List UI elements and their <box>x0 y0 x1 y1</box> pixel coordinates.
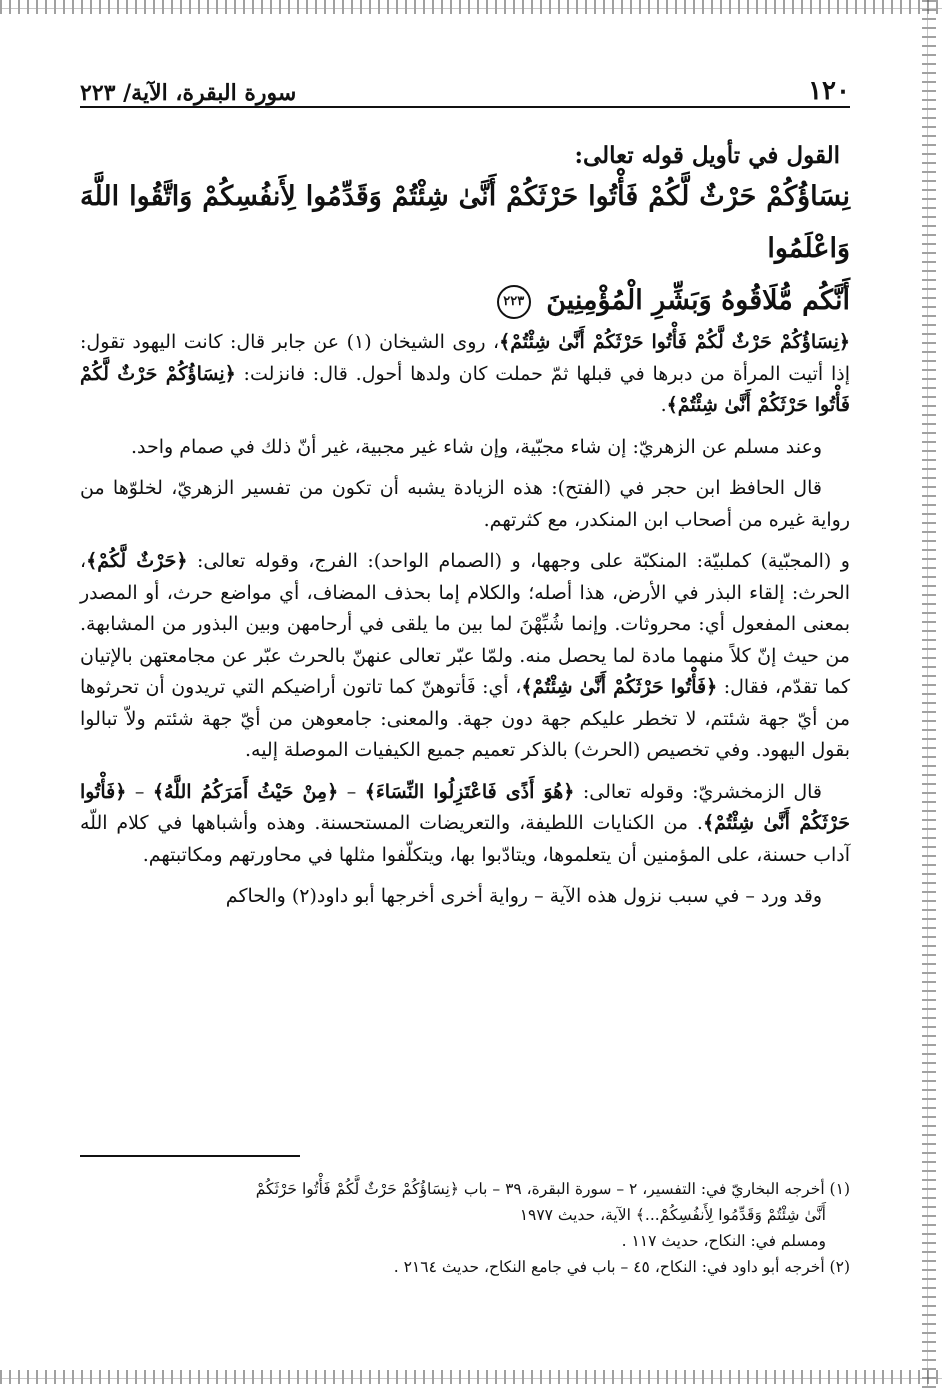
verse-line-2-text: أَنَّكُم مُّلَاقُوهُ وَبَشِّرِ الْمُؤْمِنِينَ <box>546 285 850 316</box>
footnote-1-muslim: ومسلم في: النكاح، حديث ١١٧ . <box>621 1232 826 1250</box>
paragraph-3: قال الحافظ ابن حجر في (الفتح): هذه الزيادة يشبه أن تكون من تفسير الزهريّ، لخلوّها من رواية غيره من أصحاب ابن المنكدر، مع كثرتهم. <box>80 477 850 531</box>
quran-verse <box>80 171 850 327</box>
quote: ﴿نِسَاؤُكُمْ حَرْثٌ لَّكُمْ فَأْتُوا حَرْثَكُمْ أَنَّىٰ شِئْتُمْ﴾ <box>80 362 850 416</box>
quote: ﴿هُوَ أَذًى فَاعْتَزِلُوا النِّسَاءَ﴾ <box>364 780 575 803</box>
section-title: القول في تأويل قوله تعالى: <box>574 142 840 169</box>
commentary-body <box>80 327 850 913</box>
quote: ﴿فَأْتُوا حَرْثَكُمْ أَنَّىٰ شِئْتُمْ﴾ <box>521 676 718 698</box>
quote: ﴿مِنْ حَيْثُ أَمَرَكُمُ اللَّهُ﴾ <box>152 780 339 803</box>
paragraph-text: ، الحرث: إلقاء البذر في الأرض، هذا أصله؛ والكلام إما بحذف المضاف، أي مواضع حرث، أو المصدر بمعنى المفعول أي: محروثات. وإنما شُبِّهْنَ لما بين ما يلقى في أرحامهن وبين البذور من المشابهة. من حيث إنّ كلاً منهما مادة لما يحصل منه. ولمّا عبّر تعالى عنهنّ بالحرث عبّر عن مجامعتهن بالإتيان كما تقدّم، فقال: <box>80 550 851 698</box>
footnote-2: (٢) أخرجه أبو داود في: النكاح، ٤٥ – باب في جامع النكاح، حديث ٢١٦٤ . <box>393 1258 850 1276</box>
paragraph-text: . من الكنايات اللطيفة، والتعريضات المستحسنة. وهذه وأشباهها في كلام اللّه آداب حسنة، على المؤمنين أن يتعلموها، ويتادّبوا بها، ويتكلّفوا مثلها في محاورتهم ومكاتبتهم. <box>80 812 850 866</box>
book-page <box>80 60 850 1360</box>
paragraph-text: . <box>660 394 667 416</box>
paragraph-4 <box>80 546 850 767</box>
paragraph-6: وقد ورد – في سبب نزول هذه الآية – رواية أخرى أخرجها أبو داود(٢) والحاكم <box>225 885 822 907</box>
quote: ﴿فَأْتُوا حَرْثَكُمْ أَنَّىٰ شِئْتُمْ﴾ <box>80 780 850 834</box>
quote: ﴿حَرْثٌ لَّكُمْ﴾ <box>86 550 188 572</box>
footnote-1-continued: أَنَّىٰ شِئْتُمْ وَقَدِّمُوا لِأَنفُسِكُمْ...﴾ الآية، حديث ١٩٧٧ <box>519 1206 826 1224</box>
paragraph-text: ، روى الشيخان (١) عن جابر قال: كانت اليهود تقول: إذا أتيت المرأة من دبرها في قبلها ثمّ حملت كان ولدها أحول. قال: فانزلت: <box>80 331 850 385</box>
verse-line-1: نِسَاؤُكُمْ حَرْثٌ لَّكُمْ فَأْتُوا حَرْثَكُمْ أَنَّىٰ شِئْتُمْ وَقَدِّمُوا لِأَنفُسِكُمْ وَاتَّقُوا اللَّهَ وَاعْلَمُوا <box>80 181 850 264</box>
decorative-border-bottom <box>0 1370 942 1384</box>
surah-reference: سورة البقرة، الآية/ ٢٢٣ <box>80 80 297 106</box>
running-header <box>80 60 850 108</box>
paragraph-2: وعند مسلم عن الزهريّ: إن شاء مجبّية، وإن شاء غير مجبية، غير أنّ ذلك في صمام واحد. <box>130 435 822 458</box>
paragraph-5 <box>80 777 850 872</box>
separator: – <box>126 780 153 803</box>
verse-line-2 <box>80 275 850 327</box>
paragraph-1 <box>80 327 850 422</box>
decorative-border-top <box>0 0 942 14</box>
paragraph-text: ، أي: فَأتوهنّ كما تاتون أراضيكم التي تريدون أن تحرثوها من أيّ جهة شئتم، لا تخطر عليكم جهة دون جهة. والمعنى: جامعوهن من أيّ جهة شئتم ولاّ تبالوا بقول اليهود. وفي تخصيص (الحرث) بالذكر تعميم جميع الكيفيات الموصلة إليه. <box>80 676 850 761</box>
footnotes <box>80 1176 850 1280</box>
verse-number-badge: ٢٢٣ <box>497 285 531 319</box>
footnote-1: (١) أخرجه البخاريّ في: التفسير، ٢ – سورة البقرة، ٣٩ – باب ﴿نِسَاؤُكُمْ حَرْثٌ لَّكُمْ فَأْتُوا حَرْثَكُمْ <box>255 1180 850 1198</box>
decorative-border-right <box>922 0 936 1388</box>
footnote-divider <box>80 1155 300 1157</box>
paragraph-text: و (المجبّية) كملبيّة: المنكبّة على وجهها، و (الصمام الواحد): الفرج، وقوله تعالى: <box>187 550 850 572</box>
separator: – <box>338 780 365 803</box>
quote: ﴿نِسَاؤُكُمْ حَرْثٌ لَّكُمْ فَأْتُوا حَرْثَكُمْ أَنَّىٰ شِئْتُمْ﴾ <box>499 331 850 353</box>
paragraph-text: قال الزمخشريّ: وقوله تعالى: <box>574 780 823 803</box>
page-number: ١٢٠ <box>808 76 850 106</box>
